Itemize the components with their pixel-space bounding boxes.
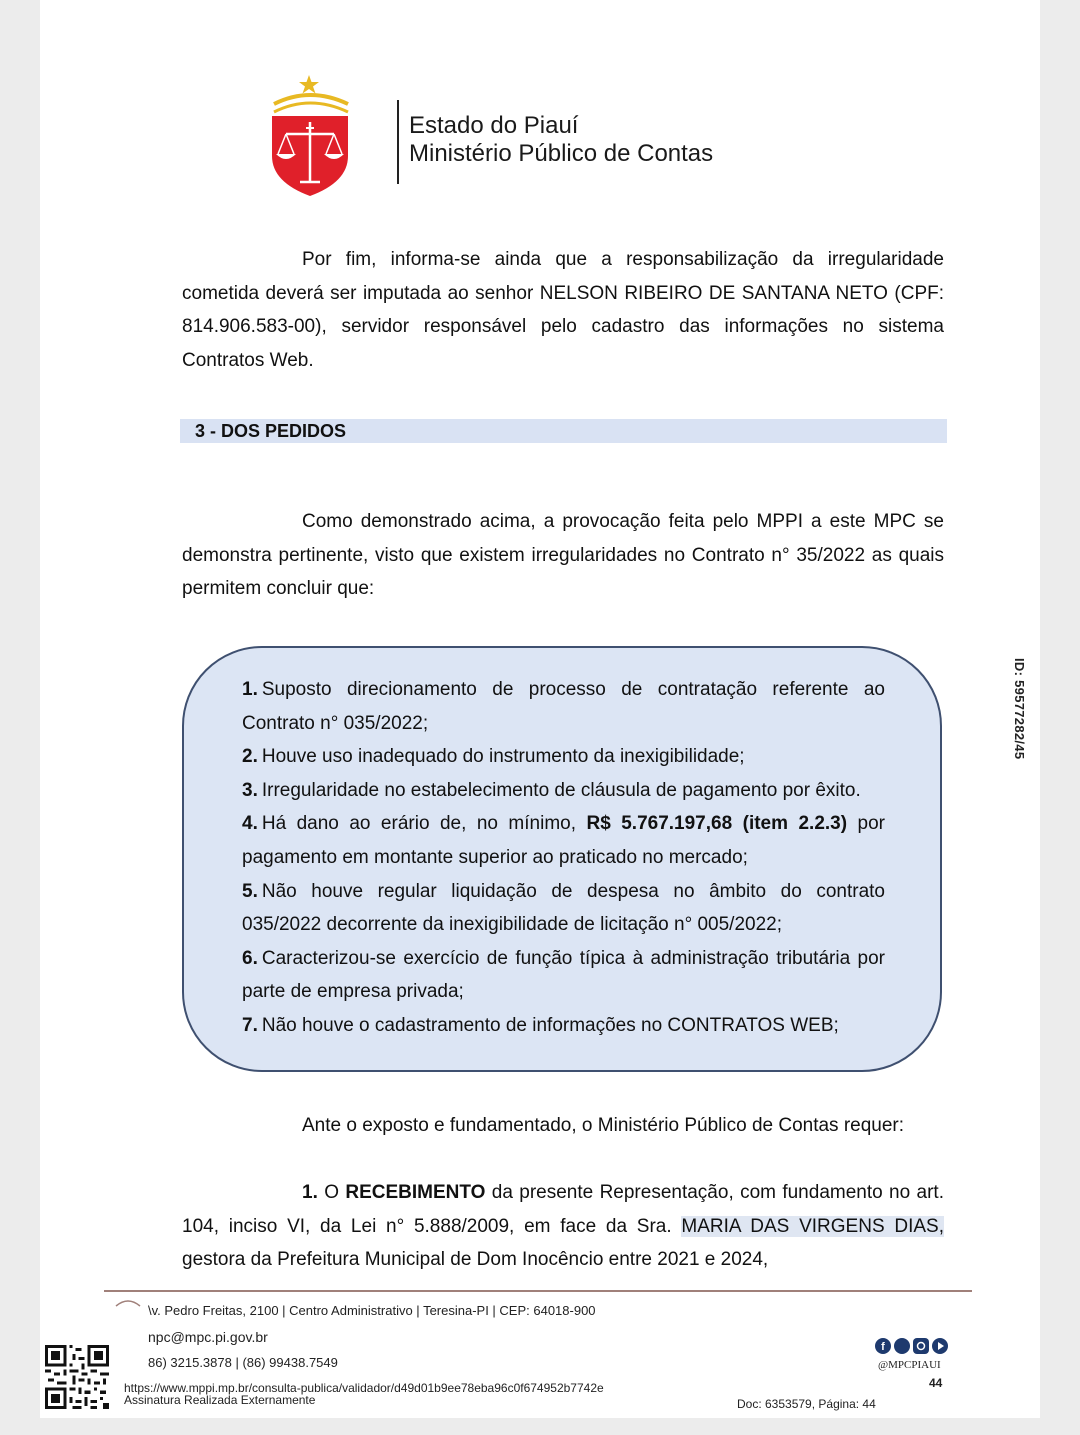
validator-url[interactable]: https://www.mppi.mp.br/consulta-publica/validador/d49d01b9ee78eba96c0f674952b7742e xyxy=(124,1381,604,1395)
finding-item: 2. Houve uso inadequado do instrumento da inexigibilidade; xyxy=(242,746,745,768)
header-divider xyxy=(397,100,399,184)
header-state-name: Estado do Piauí xyxy=(409,112,579,139)
conclusion-paragraph: Como demonstrado acima, a provocação feita pelo MPPI a este MPC se demonstra pertinente, visto que existem irregularidades no Contrato n° 35/2022 as quais permitem concluir que: xyxy=(182,511,944,600)
finding-item: 5. Não houve regular liquidação de despesa no âmbito do contrato 035/2022 decorrente da inexigibilidade de licitação n° 005/2022; xyxy=(242,880,885,936)
finding-item: 7. Não houve o cadastramento de informações no CONTRATOS WEB; xyxy=(242,1014,839,1036)
request-intro: Ante o exposto e fundamentado, o Ministério Público de Contas requer: xyxy=(302,1115,905,1136)
social-media-icons xyxy=(874,1336,952,1356)
request-item-1: 1. O RECEBIMENTO da presente Representação, com fundamento no art. 104, inciso VI, da Lei n° 5.888/2009, em face da Sra. MARIA DAS VIRGENS DIAS, gestora da Prefeitura Municipal de Dom Inocêncio entre 2021 e 2024, xyxy=(182,1182,945,1271)
social-handle[interactable]: @MPCPIAUI xyxy=(878,1359,941,1371)
header-institution-name: Ministério Público de Contas xyxy=(409,140,714,167)
page-number: 44 xyxy=(929,1376,943,1390)
qr-code-icon xyxy=(45,1345,109,1409)
intro-paragraph: Por fim, informa-se ainda que a responsabilização da irregularidade cometida deverá ser imputada ao senhor NELSON RIBEIRO DE SANTANA NETO (CPF: 814.906.583-00), servidor responsável pelo cadastro das informações no sistema Contratos Web. xyxy=(182,249,944,371)
signature-note: Assinatura Realizada Externamente xyxy=(124,1393,316,1407)
doc-reference: Doc: 6353579, Página: 44 xyxy=(737,1397,876,1411)
document-page xyxy=(40,0,1040,1418)
section-heading-bar xyxy=(180,419,947,443)
footer-phones: 86) 3215.3878 | (86) 99438.7549 xyxy=(148,1355,338,1370)
svg-text:f: f xyxy=(881,1341,885,1353)
footer-address: \v. Pedro Freitas, 2100 | Centro Administrativo | Teresina-PI | CEP: 64018-900 xyxy=(148,1303,596,1318)
finding-item: 1. Suposto direcionamento de processo de contratação referente ao Contrato n° 035/2022; xyxy=(242,679,885,734)
findings-list xyxy=(242,673,885,1043)
finding-item: 4. Há dano ao erário de, no mínimo, R$ 5.767.197,68 (item 2.2.3) por pagamento em montante superior ao praticado no mercado; xyxy=(242,813,885,868)
finding-item: 6. Caracterizou-se exercício de função típica à administração tributária por parte de empresa privada; xyxy=(242,947,885,1003)
section-heading: 3 - DOS PEDIDOS xyxy=(195,421,347,441)
document-id: ID: 59577282/45 xyxy=(1012,658,1027,760)
finding-item: 3. Irregularidade no estabelecimento de cláusula de pagamento por êxito. xyxy=(242,779,861,801)
footer-divider xyxy=(104,1290,972,1292)
footer-arc-icon xyxy=(114,1296,142,1308)
damage-amount: R$ 5.767.197,68 (item 2.2.3) xyxy=(586,813,848,835)
mpc-logo-icon xyxy=(268,72,352,198)
footer-email: npc@mpc.pi.gov.br xyxy=(148,1329,268,1345)
highlighted-name: MARIA DAS VIRGENS DIAS, xyxy=(681,1215,945,1237)
